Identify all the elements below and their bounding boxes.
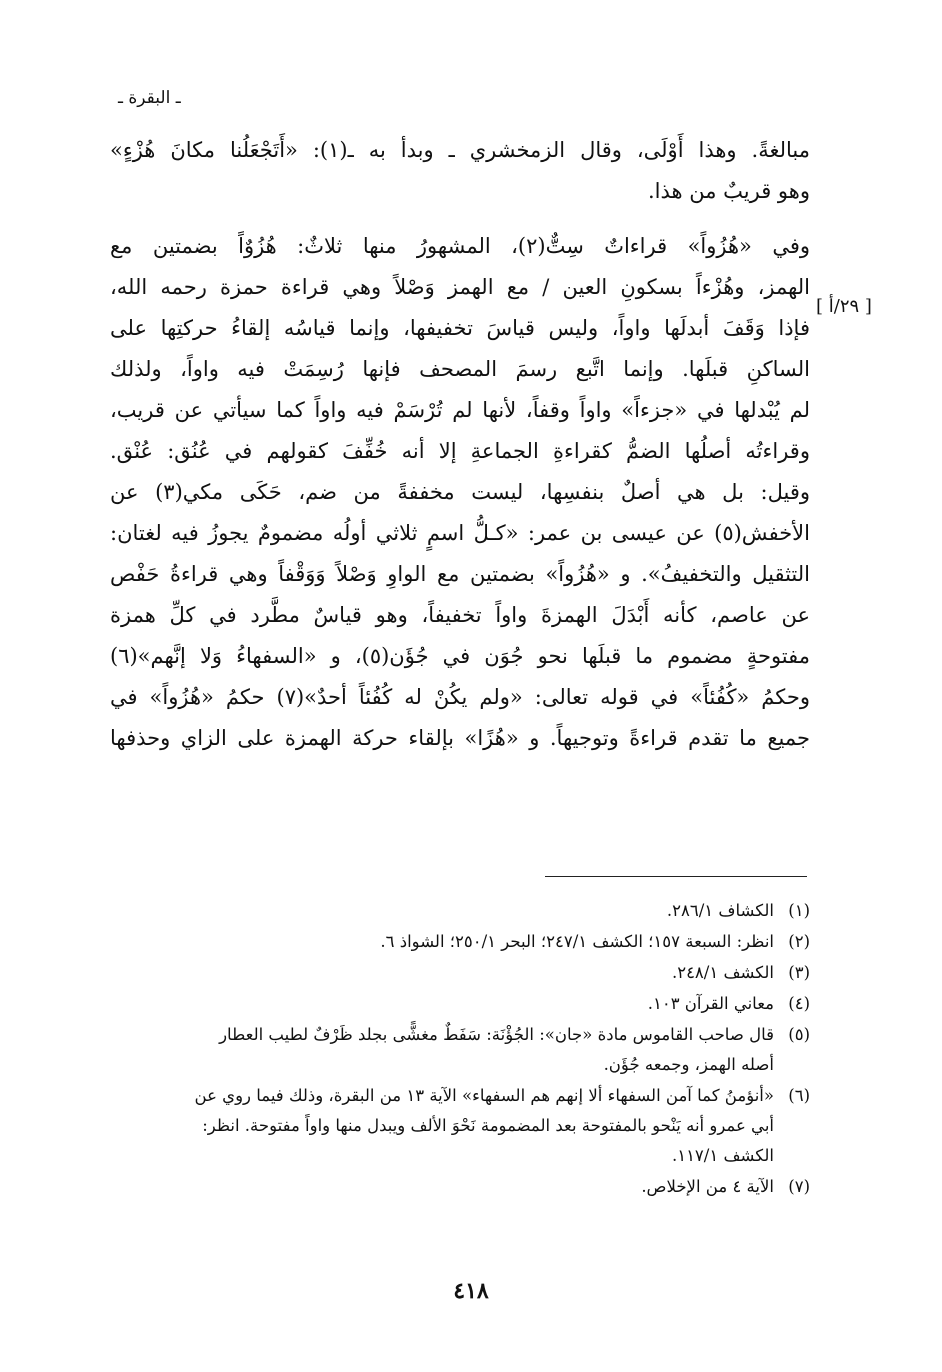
footnote (100, 1020, 810, 1080)
footnote (100, 896, 810, 926)
running-header-title: ـ البقرة ـ (118, 88, 181, 108)
footnote-number: (٥) (788, 1025, 810, 1044)
footnote-line: الكشف ١١٧/١. (671, 1146, 774, 1165)
manuscript-folio-reference: [ ٢٩/أ ] (816, 296, 872, 317)
text-line: عن عاصم، كأنه أَبْدَلَ الهمزةَ واواً تخفيفاً، وهو قياسٌ مطَّرد في كلِّ همزة (110, 603, 810, 627)
footnote (100, 958, 810, 988)
text-line: مبالغةً. وهذا أَوْلَى، وقال الزمخشري ـ وبدأ به ـ(١): «أَتَجْعَلُنا مكانَ هُزْءٍ» (110, 138, 810, 162)
text-line: الساكنِ قبلَها. وإنما اتَّبع رسمَ المصحف فإنها رُسِمَتْ فيه واواً، ولذلك (110, 357, 810, 381)
footnote-line: الآية ٤ من الإخلاص. (641, 1177, 774, 1196)
footnote-line: قال صاحب القاموس مادة «جان»: الجُؤْنَة: سَفَطٌ مغشًّى بجلد ظَرْفٌ لطيب العطار (219, 1025, 774, 1044)
text-line: وهو قريبٌ من هذا. (647, 179, 810, 203)
footnote-number: (٤) (788, 994, 810, 1013)
footnote-text (100, 927, 774, 957)
footnote-line: الكشف ٢٤٨/١. (671, 963, 774, 982)
footnote-line: أصله الهمز، وجمعه جُؤَن. (603, 1055, 774, 1074)
text-line: مفتوحةٍ مضموم ما قبلَها نحو جُوَن في جُؤَن(٥)، و «السفهاءُ وَلا إنَّهم»(٦) (110, 644, 810, 668)
text-line: وقيل: بل هي أصلٌ بنفسِها، ليست مخففةً من ضم، حَكَى مكي(٣) عن (110, 480, 810, 504)
footnote-line: انظر: السبعة ١٥٧؛ الكشف ٢٤٧/١؛ البحر ٢٥٠/١؛ الشواذ ٦. (380, 932, 774, 951)
text-line: الهمز، وهُزْءاً بسكونِ العين / مع الهمز وَصْلاً وهي قراءة حمزة رحمه الله، (110, 275, 810, 299)
footnote (100, 989, 810, 1019)
text-line: وقراءتُه أصلُها الضمُّ كقراءةِ الجماعةِ إلا أنه خُفِّفَ كقولهم في عُنُق: عُنْق. (110, 439, 810, 463)
text-line: وفي «هُزُواً» قراءاتٌ سِتٌّ(٢)، المشهورُ منها ثلاثٌ: هُزُوٌاً بضمتين مع (110, 234, 810, 258)
footnote (100, 1172, 810, 1202)
text-line: التثقيل والتخفيفُ». و «هُزُواً» بضمتين مع الواوِ وَصْلاً وَوَقْفاً وهي قراءةُ حَفْص (110, 562, 810, 586)
footnote-number: (٢) (788, 932, 810, 951)
text-line: الأخفش(٥) عن عيسى بن عمر: «كـلُّ اسمٍ ثلاثي أولُه مضمومٌ يجوزُ فيه لغتان: (110, 521, 810, 545)
paragraph (110, 226, 810, 759)
footnote-line: أبي عمرو أنه يَنْحو بالمفتوحة بعد المضمومة نَحْوَ الألف ويبدل منها واواً مفتوحة. انظر: (202, 1116, 774, 1135)
text-line: لم يُبْدلها في «جزءاً» واواً وقفاً، لأنها لم تُرْسَمْ فيه واواً كما سيأتي عن قريب، (110, 398, 810, 422)
footnote-text (100, 1081, 774, 1171)
footnote-line: «أنؤمنُ كما آمن السفهاء ألا إنهم هم السفهاء» الآية ١٣ من البقرة، وذلك فيما روي عن (194, 1086, 774, 1105)
footnote-number: (٦) (788, 1086, 810, 1105)
footnote-line: الكشاف ٢٨٦/١. (666, 901, 774, 920)
footnote (100, 1081, 810, 1171)
footnote-text (100, 1020, 774, 1080)
page-number: ٤١٨ (453, 1278, 489, 1304)
footnote-line: معاني القرآن ١٠٣. (647, 994, 774, 1013)
footnote-text (100, 958, 774, 988)
text-line: وحكمُ «كُفُئاً» في قوله تعالى: «ولم يكُنْ له كُفُئاً أحدٌ»(٧) حكمُ «هُزُواً» في (110, 685, 810, 709)
text-line: جميع ما تقدم قراءةً وتوجيهاً. و «هُزًا» بإلقاء حركة الهمزة على الزاي وحذفها (110, 726, 810, 750)
text-line: فإذا وَقَفَ أبدلَها واواً، وليس قياسَ تخفيفها، وإنما قياسُه إلقاءُ حركتِها على (110, 316, 810, 340)
main-text (110, 130, 810, 759)
footnote-number: (٣) (788, 963, 810, 982)
footnote-text (100, 896, 774, 926)
footnote-text (100, 1172, 774, 1202)
footnote-number: (١) (788, 901, 810, 920)
footnote (100, 927, 810, 957)
paragraph (110, 130, 810, 212)
footnote-separator (545, 876, 807, 877)
footnote-number: (٧) (788, 1177, 810, 1196)
footnotes (100, 896, 810, 1203)
footnote-text (100, 989, 774, 1019)
running-header (118, 88, 318, 108)
